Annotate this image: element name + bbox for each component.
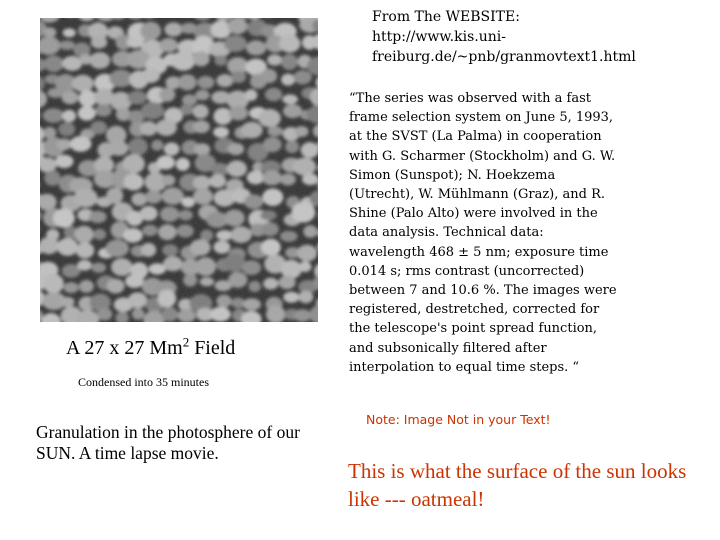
- image-note: Note: Image Not in your Text!: [366, 412, 551, 427]
- field-caption: [66, 334, 236, 360]
- condensed-note: Condensed into 35 minutes: [78, 375, 209, 389]
- field-caption-sup: 2: [182, 334, 190, 350]
- granulation-image: [40, 18, 318, 322]
- source-website: [372, 7, 636, 67]
- source-url: http://www.kis.uni-freiburg.de/~pnb/granmovtext1.html: [372, 29, 636, 65]
- granulation-description: Granulation in the photosphere of our SUN. A time lapse movie.: [36, 422, 300, 463]
- oatmeal-statement: This is what the surface of the sun looks like --- oatmeal!: [348, 459, 687, 511]
- field-caption-suffix: Field: [189, 337, 236, 359]
- observation-quote: “The series was observed with a fast frame selection system on June 5, 1993, at the SVST (La Palma) in cooperation with G. Scharmer (Stockholm) and G. W. Simon (Sunspot); N. Hoekzema (Utrecht), W. Mühlmann (Graz), and R. Shine (Palo Alto) were involved in the data analysis. Technical data: wavelength 468 ± 5 nm; exposure time 0.014 s; rms contrast (uncorrected) between 7 and 10.6 %. The images were registered, destretched, corrected for the telescope's point spread function, and subsonically filtered after interpolation to equal time steps. “: [349, 91, 617, 375]
- source-label: From The WEBSITE:: [372, 9, 520, 25]
- field-caption-prefix: A 27 x 27 Mm: [66, 337, 183, 359]
